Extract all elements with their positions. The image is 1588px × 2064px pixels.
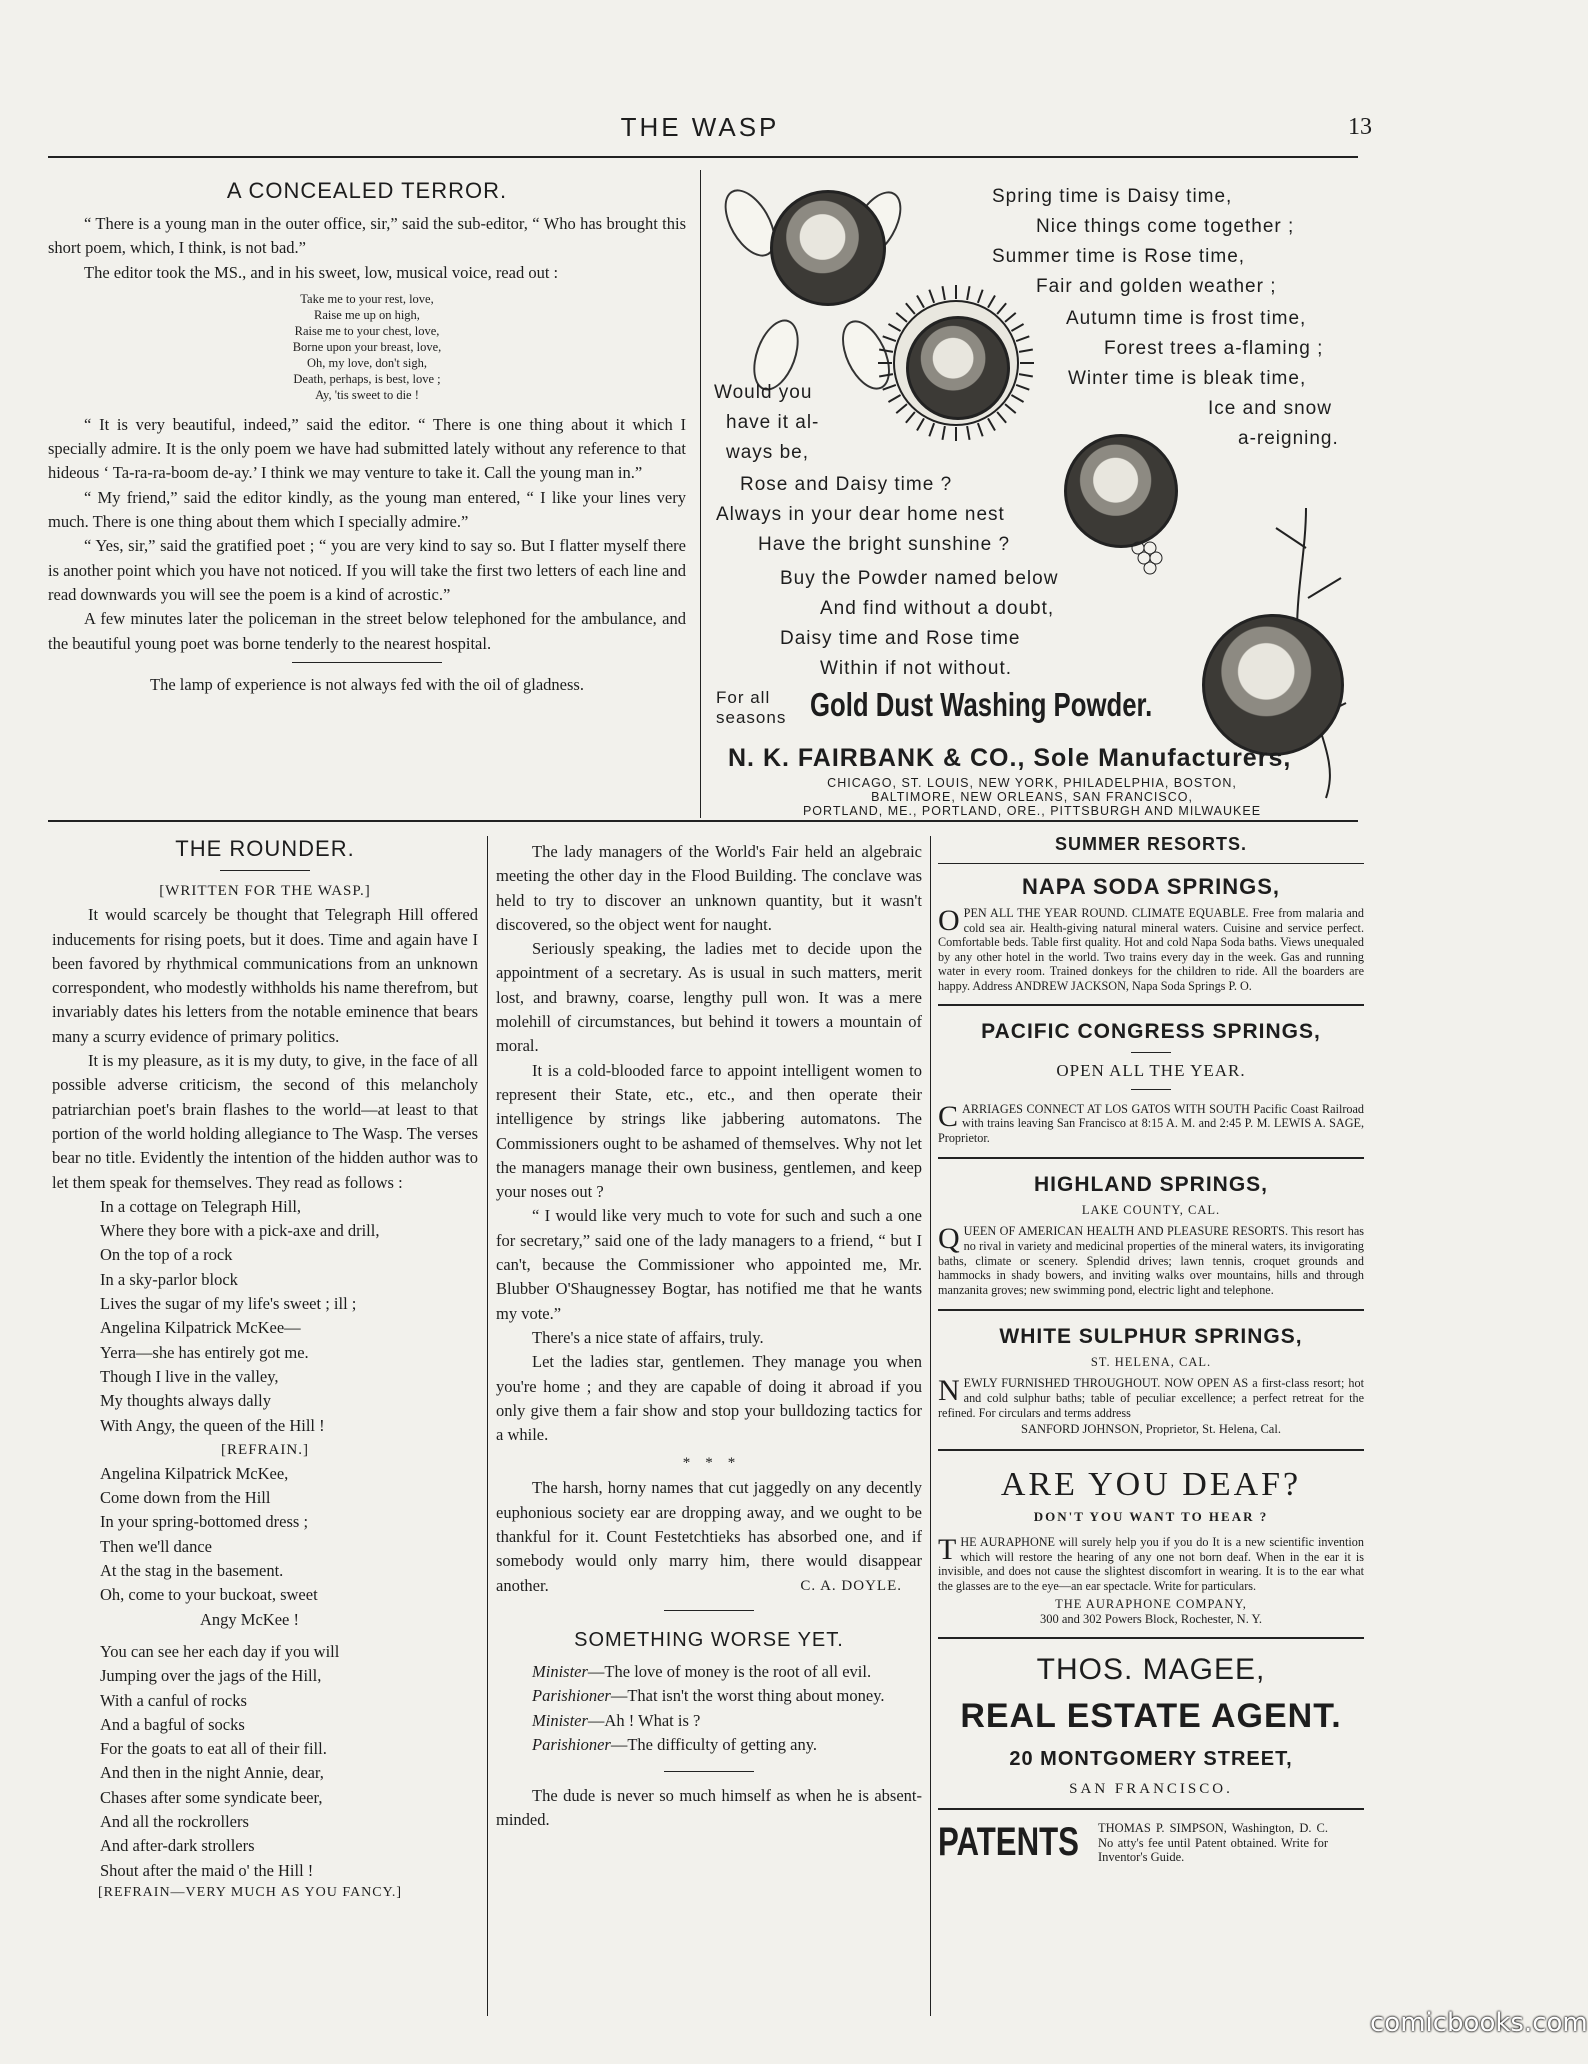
article-title: A CONCEALED TERROR. bbox=[226, 178, 508, 203]
refrain-label: [REFRAIN.] bbox=[221, 1441, 309, 1458]
drop-cap: Q bbox=[938, 1222, 960, 1256]
poem-line: Chases after some syndicate beer, bbox=[100, 1787, 323, 1807]
child-portrait-medallion-icon bbox=[906, 316, 1010, 420]
byline: [WRITTEN FOR THE WASP.] bbox=[159, 883, 371, 899]
verse-line: Would you bbox=[714, 382, 813, 403]
poem-line: Death, perhaps, is best, love ; bbox=[293, 371, 441, 386]
poem-line: And a bagful of socks bbox=[100, 1714, 245, 1734]
ad-description bbox=[938, 1535, 1364, 1593]
poem-line: And after-dark strollers bbox=[100, 1836, 255, 1856]
paragraph: The editor took the MS., and in his sweet, low, musical voice, read out : bbox=[84, 262, 559, 282]
dialogue-line bbox=[496, 1709, 922, 1733]
dialogue-text: —The difficulty of getting any. bbox=[610, 1734, 818, 1754]
poem-line: For the goats to eat all of their fill. bbox=[100, 1739, 327, 1759]
section-rule bbox=[938, 1157, 1364, 1159]
resort-subtitle: ST. HELENA, CAL. bbox=[1090, 1355, 1212, 1370]
agent-street: 20 MONTGOMERY STREET, bbox=[1009, 1748, 1293, 1771]
verse-line: Fair and golden weather ; bbox=[1036, 276, 1277, 297]
dialogue-line bbox=[496, 1684, 922, 1708]
grapes-icon bbox=[1126, 538, 1186, 588]
summer-resorts-column bbox=[938, 834, 1364, 1865]
dialogue-text: —That isn't the worst thing about money. bbox=[610, 1686, 885, 1706]
section-rule bbox=[938, 1004, 1364, 1006]
separator-rule bbox=[664, 1771, 754, 1772]
ad-headline: ARE YOU DEAF? bbox=[1000, 1466, 1302, 1504]
article-the-rounder bbox=[52, 836, 478, 1903]
separator-rule bbox=[1131, 1089, 1171, 1090]
verse-line: Have the bright sunshine ? bbox=[758, 534, 1011, 555]
article-title: THE ROUNDER. bbox=[175, 836, 355, 861]
speaker-name: Parishioner bbox=[532, 1686, 611, 1706]
poem-line: Lives the sugar of my life's sweet ; ill ; bbox=[100, 1294, 357, 1314]
separator-rule bbox=[220, 870, 310, 871]
paragraph: The dude is never so much himself as when he is absent-minded. bbox=[496, 1786, 922, 1830]
section-stars: * * * bbox=[682, 1455, 736, 1472]
gold-dust-advertisement bbox=[706, 168, 1358, 818]
paragraph: “ It is very beautiful, indeed,” said the editor. “ There is one thing about it which I specially admire. It is the only poem we have had submitted lately without any reference to that hideous ‘ Ta-ra-ra-boom de-ay.’ I think we may venture to take it. Call the young man in.” bbox=[48, 414, 686, 483]
poem-line: Jumping over the jags of the Hill, bbox=[100, 1666, 322, 1686]
resort-name: WHITE SULPHUR SPRINGS, bbox=[999, 1325, 1303, 1349]
paragraph: “ There is a young man in the outer office, sir,” said the sub-editor, “ Who has brought this short poem, which, I think, is not bad.” bbox=[48, 214, 686, 258]
section-rule bbox=[48, 820, 1358, 822]
column-rule bbox=[700, 170, 701, 818]
resort-description bbox=[938, 1376, 1364, 1420]
drop-cap: N bbox=[938, 1374, 960, 1408]
verse-line: Buy the Powder named below bbox=[780, 568, 1059, 589]
paragraph: A few minutes later the policeman in the street below telephoned for the ambulance, and the beautiful young poet was borne tenderly to the nearest hospital. bbox=[48, 609, 686, 653]
verse-line: Winter time is bleak time, bbox=[1068, 368, 1307, 389]
drop-cap: O bbox=[938, 904, 960, 937]
article-title: SOMETHING WORSE YET. bbox=[574, 1628, 844, 1651]
poem-line: Shout after the maid o' the Hill ! bbox=[100, 1860, 314, 1880]
dialogue-text: —The love of money is the root of all evil. bbox=[587, 1661, 872, 1681]
verse-line: And find without a doubt, bbox=[820, 598, 1055, 619]
poem-line: Where they bore with a pick-axe and drill, bbox=[100, 1221, 380, 1241]
for-all-label: For all bbox=[716, 688, 771, 707]
verse-line: have it al- bbox=[726, 412, 820, 433]
cities-line: PORTLAND, ME., PORTLAND, ORE., PITTSBURGH AND MILWAUKEE bbox=[802, 804, 1262, 818]
paragraph: Let the ladies star, gentlemen. They manage you when you're home ; and they are capable of doing it abroad if you only give them a fair show and stop your bulldozing tactics for a while. bbox=[496, 1352, 922, 1445]
speaker-name: Minister bbox=[532, 1661, 588, 1681]
verse-line: Daisy time and Rose time bbox=[780, 628, 1021, 649]
paragraph: It is my pleasure, as it is my duty, to give, in the face of all possible adverse criticism, the second of this melancholy patriarchian poet's brain flashes to the world—at least to that portion of the world holding allegiance to The Wasp. The verses bear no title. Evidently the intention of the hidden author was to let them speak for themselves. They read as follows : bbox=[52, 1051, 478, 1192]
child-portrait-medallion-icon bbox=[770, 190, 886, 306]
agent-title: REAL ESTATE AGENT. bbox=[960, 1697, 1342, 1736]
agent-name: THOS. MAGEE, bbox=[1036, 1653, 1266, 1687]
dialogue-line bbox=[496, 1733, 922, 1757]
resort-subtitle: OPEN ALL THE YEAR. bbox=[1056, 1060, 1246, 1080]
poem-line: Then we'll dance bbox=[100, 1536, 213, 1556]
masthead-title: THE WASP bbox=[620, 112, 780, 142]
paragraph: It would scarcely be thought that Telegraph Hill offered inducements for rising poets, but it does. Time and again have I been favored by rhythmical communications from an unknown correspondent, who modestly withholds his name therefrom, but invariably dates his letters from the notable eminence that bears many a scurry evidence of primary politics. bbox=[52, 905, 478, 1046]
author-signature: C. A. DOYLE. bbox=[800, 1577, 902, 1594]
acrostic-poem bbox=[48, 291, 686, 403]
closing-line: The lamp of experience is not always fed with the oil of gladness. bbox=[150, 674, 584, 694]
ad-subheadline: DON'T YOU WANT TO HEAR ? bbox=[1033, 1509, 1269, 1525]
poem-line: In a sky-parlor block bbox=[100, 1269, 238, 1289]
poem-line: In your spring-bottomed dress ; bbox=[100, 1512, 309, 1532]
poem-line: Angelina Kilpatrick McKee— bbox=[100, 1318, 301, 1338]
resort-proprietor: SANFORD JOHNSON, Proprietor, St. Helena, Cal. bbox=[1021, 1422, 1281, 1437]
poem-line: And all the rockrollers bbox=[100, 1811, 249, 1831]
manufacturer-name: N. K. FAIRBANK & CO., Sole Manufacturers, bbox=[728, 744, 1292, 772]
article-column-middle bbox=[496, 840, 922, 1833]
patents-advertisement bbox=[938, 1820, 1364, 1865]
verse-line: Summer time is Rose time, bbox=[992, 246, 1246, 267]
ad-company: THE AURAPHONE COMPANY, bbox=[1055, 1597, 1247, 1612]
poem-line: My thoughts always dally bbox=[100, 1391, 271, 1411]
product-name: Gold Dust Washing Powder. bbox=[810, 686, 1153, 723]
poem-line: Oh, come to your buckoat, sweet bbox=[100, 1585, 318, 1605]
poem-line: At the stag in the basement. bbox=[100, 1561, 284, 1581]
paragraph: The harsh, horny names that cut jaggedly on any decently euphonious society ear are dropping away, and we ought to be thankful for it. Count Festetchtieks has absorbed one, and if somebody would only marry him, there would disappear another. bbox=[496, 1478, 922, 1595]
poem-line: You can see her each day if you will bbox=[100, 1641, 340, 1661]
child-portrait-medallion-icon bbox=[1202, 614, 1344, 756]
section-rule bbox=[938, 1449, 1364, 1451]
poem-line: Angy McKee ! bbox=[200, 1609, 299, 1629]
separator-rule bbox=[292, 662, 442, 663]
poem-line: With a canful of rocks bbox=[100, 1690, 247, 1710]
verse-line: Always in your dear home nest bbox=[716, 504, 1005, 525]
resort-name: HIGHLAND SPRINGS, bbox=[1033, 1173, 1268, 1197]
resort-description bbox=[938, 1224, 1364, 1297]
section-rule bbox=[938, 1309, 1364, 1311]
verse-block bbox=[52, 1640, 478, 1883]
patents-label: PATENTS bbox=[938, 1820, 1079, 1865]
poem-line: In a cottage on Telegraph Hill, bbox=[100, 1196, 302, 1216]
verse-line: Ice and snow bbox=[1208, 398, 1332, 419]
resort-name: PACIFIC CONGRESS SPRINGS, bbox=[981, 1019, 1321, 1043]
page-number: 13 bbox=[1348, 114, 1372, 140]
poem-line: And then in the night Annie, dear, bbox=[100, 1763, 324, 1783]
poem-line: Yerra—she has entirely got me. bbox=[100, 1342, 309, 1362]
speaker-name: Minister bbox=[532, 1710, 588, 1730]
resort-subtitle: LAKE COUNTY, CAL. bbox=[1081, 1203, 1221, 1218]
resort-description bbox=[938, 906, 1364, 994]
paragraph: “ My friend,” said the editor kindly, as the young man entered, “ I like your lines very much. There is one thing about them which I specially admire.” bbox=[48, 487, 686, 532]
separator-rule bbox=[664, 1610, 754, 1611]
paragraph: There's a nice state of affairs, truly. bbox=[532, 1327, 764, 1347]
ad-text: HE AURAPHONE will surely help you if you do It is a new scientific invention which will restore the hearing of any one not born deaf. When in the ear it is invisible, and does not cause the slightest discomfort in wearing. It is to the ear what the glasses are to the eye—an ear spectacle. Write for particulars. bbox=[938, 1535, 1364, 1593]
drop-cap: T bbox=[938, 1533, 957, 1567]
verse-line: Within if not without. bbox=[820, 658, 1013, 679]
refrain-note: [REFRAIN—VERY MUCH AS YOU FANCY.] bbox=[98, 1884, 403, 1900]
verse-line: Rose and Daisy time ? bbox=[740, 474, 953, 495]
poem-line: Borne upon your breast, love, bbox=[292, 339, 442, 354]
dialogue-line bbox=[496, 1660, 922, 1684]
seasons-label: seasons bbox=[716, 708, 787, 727]
poem-line: Come down from the Hill bbox=[100, 1488, 271, 1508]
poem-line: Ay, 'tis sweet to die ! bbox=[315, 387, 419, 402]
patents-text: THOMAS P. SIMPSON, Washington, D. C. No atty's fee until Patent obtained. Write for Inventor's Guide. bbox=[1098, 1821, 1328, 1865]
cities-line: BALTIMORE, NEW ORLEANS, SAN FRANCISCO, bbox=[871, 790, 1193, 804]
header-rule bbox=[48, 156, 1358, 158]
refrain-block bbox=[52, 1462, 478, 1632]
paragraph: “ Yes, sir,” said the gratified poet ; “ you are very kind to say so. But I flatter myself there is another point which you have not noticed. If you will take the first two letters of each line and read downwards you will see the poem is a kind of acrostic.” bbox=[48, 536, 686, 604]
poem-line: Though I live in the valley, bbox=[100, 1366, 279, 1386]
article-concealed-terror bbox=[48, 178, 686, 697]
section-title: SUMMER RESORTS. bbox=[1054, 834, 1247, 854]
watermark: comicbooks.com bbox=[1370, 2008, 1588, 2038]
separator-rule bbox=[1131, 1052, 1171, 1053]
verse-line: Forest trees a-flaming ; bbox=[1104, 338, 1324, 359]
agent-city: SAN FRANCISCO. bbox=[1069, 1781, 1233, 1798]
cities-line: CHICAGO, ST. LOUIS, NEW YORK, PHILADELPHIA, BOSTON, bbox=[827, 776, 1237, 790]
verse-line: a-reigning. bbox=[1238, 428, 1339, 449]
poem-line: With Angy, the queen of the Hill ! bbox=[100, 1415, 325, 1435]
resort-text: EWLY FURNISHED THROUGHOUT. NOW OPEN AS a first-class resort; hot and cold sulphur baths; table of peculiar excellence; a perfect retreat for the refined. For circulars and terms address bbox=[938, 1376, 1364, 1420]
drop-cap: C bbox=[938, 1099, 959, 1133]
resort-text: PEN ALL THE YEAR ROUND. CLIMATE EQUABLE. Free from malaria and cold sea air. Health-giving natural mineral waters. Cuisine and service perfect. Comfortable beds. Table first quality. Hot and cold Napa Soda baths. Views unequaled by any other hotel in the world. Two trains every day in the week. Gas and running water in every room. Trained donkeys for the children to ride. All the boarders are happy. Address ANDREW JACKSON, Napa Soda Springs P. O. bbox=[938, 906, 1364, 993]
poem-line: On the top of a rock bbox=[100, 1245, 233, 1265]
ad-address: 300 and 302 Powers Block, Rochester, N. Y. bbox=[1039, 1612, 1263, 1627]
column-rule bbox=[487, 836, 488, 2016]
poem-line: Angelina Kilpatrick McKee, bbox=[100, 1463, 289, 1483]
dialogue-text: —Ah ! What is ? bbox=[587, 1710, 701, 1730]
section-rule bbox=[938, 1637, 1364, 1639]
paragraph: The lady managers of the World's Fair held an algebraic meeting the other day in the Flood Building. The conclave was held to try to discover an unknown quantity, but it wasn't discovered, so the object went for naught. bbox=[496, 842, 922, 934]
resort-text: ARRIAGES CONNECT AT LOS GATOS WITH SOUTH Pacific Coast Railroad with trains leaving San Francisco at 8:15 A. M. and 2:45 P. M. LEWIS A. SAGE, Proprietor. bbox=[938, 1101, 1364, 1145]
poem-line: Take me to your rest, love, bbox=[300, 291, 434, 306]
verse-line: Spring time is Daisy time, bbox=[992, 186, 1233, 207]
resort-text: UEEN OF AMERICAN HEALTH AND PLEASURE RESORTS. This resort has no rival in variety and medicinal properties of the mineral waters, its invigorating baths, climate or scenery. Splendid drives; lawn tennis, croquet grounds and hammocks in shady bowers, and inviting walks over mountains, hills and through manzanita groves; new swimming pond, electric light and telephone. bbox=[938, 1224, 1364, 1297]
paragraph: It is a cold-blooded farce to appoint intelligent women to represent their State, etc., etc., and then operate their intelligence by strings like jabbering automatons. The Commissioners ought to be ashamed of themselves. Why not let the managers manage their own business, gentlemen, and keep your noses out ? bbox=[496, 1060, 922, 1202]
paragraph: “ I would like very much to vote for such and such a one for secretary,” said one of the lady managers to a friend, “ but I can't, because the Commissioner who appointed me, Mr. Blubber O'Shaugnessey Bogtar, has notified me that he wants my vote.” bbox=[496, 1206, 922, 1323]
speaker-name: Parishioner bbox=[532, 1734, 611, 1754]
child-portrait-medallion-icon bbox=[1064, 434, 1178, 548]
resort-name: NAPA SODA SPRINGS, bbox=[1022, 874, 1280, 899]
section-rule bbox=[938, 863, 1364, 864]
section-rule bbox=[938, 1808, 1364, 1810]
paragraph: Seriously speaking, the ladies met to decide upon the appointment of a secretary. As is usual in such matters, merit lost, and brawny, coarse, lengthy pull won. It was a mere molehill of circumstances, but behind it towers a mountain of moral. bbox=[496, 939, 922, 1056]
verse-line: Autumn time is frost time, bbox=[1066, 308, 1307, 329]
resort-description bbox=[938, 1099, 1364, 1146]
column-rule bbox=[930, 836, 931, 2016]
poem-line: Raise me to your chest, love, bbox=[294, 323, 440, 338]
poem-line: Raise me up on high, bbox=[314, 307, 420, 322]
verse-line: Nice things come together ; bbox=[1036, 216, 1295, 237]
verse-block bbox=[52, 1195, 478, 1438]
verse-line: ways be, bbox=[726, 442, 809, 463]
poem-line: Oh, my love, don't sigh, bbox=[307, 355, 427, 370]
